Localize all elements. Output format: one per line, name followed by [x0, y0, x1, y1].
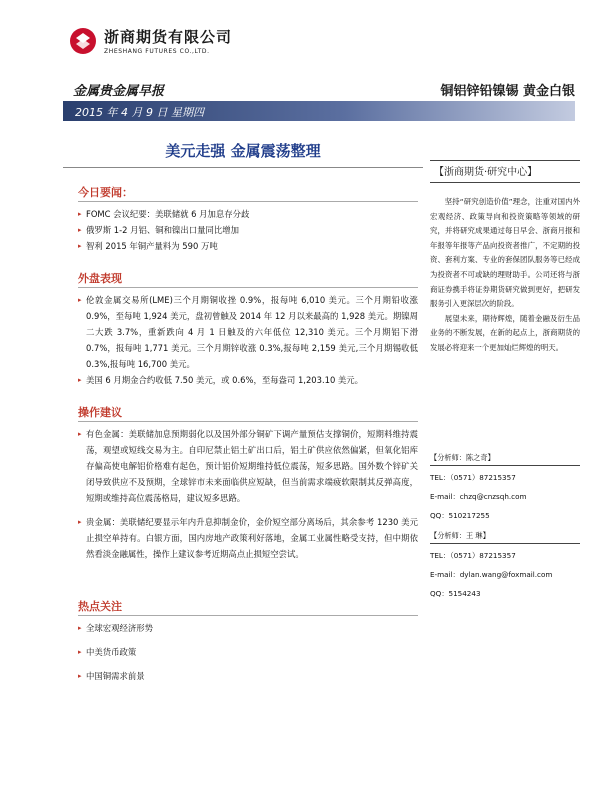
analyst-card: [430, 452, 580, 529]
analyst-tel: TEL：（0571）87215357: [430, 473, 516, 482]
report-date: 2015 年 4 月 9 日 星期四: [75, 106, 204, 119]
analyst-qq: QQ：510217255: [430, 511, 490, 520]
company-name-en: ZHESHANG FUTURES CO.,LTD.: [104, 48, 210, 55]
headline-divider: [63, 167, 423, 168]
list-item: ▸ 俄罗斯 1-2 月铝、铜和镍出口量同比增加: [78, 222, 418, 238]
sidebar: [430, 160, 580, 356]
analyst-tel: TEL：（0571）87215357: [430, 551, 516, 560]
report-sectors: 铜铝锌铅镍锡 黄金白银: [440, 84, 575, 99]
analyst-email: E-mail：dylan.wang@foxmail.com: [430, 570, 553, 579]
analyst-email: E-mail：chzq@cnzsqh.com: [430, 492, 527, 501]
list-item: ▸ 中国铜需求前景: [78, 668, 418, 684]
analyst-name: 【分析师：陈之奇】: [430, 452, 580, 466]
date-bar: [63, 101, 575, 121]
sidebar-title: 【浙商期货·研究中心】: [430, 160, 580, 183]
company-logo-icon: [68, 26, 98, 56]
list-item: ▸ 中美货币政策: [78, 644, 418, 660]
list-item: ▸ 美国 6 月期金合约收低 7.50 美元，或 0.6%，至每盎司 1,203.10 美元。: [78, 372, 418, 388]
list-item: ▸ 贵金属：美联储纪要显示年内升息抑制金价，金价短空部分离场后，其余参考 1230 美元止损空单持有。白银方面，国内房地产政策利好落地，金属工业属性略受支持，但中期依然看淡金融属性，操作上建议参考近期高点止损短空尝试。: [78, 514, 418, 562]
list-item: ▸ 智利 2015 年铜产量料为 590 万吨: [78, 238, 418, 254]
section-title-hot: 热点关注: [78, 600, 122, 613]
report-name: 金属贵金属早报: [73, 84, 165, 99]
analyst-qq: QQ：5154243: [430, 589, 481, 598]
list-item: ▸ 有色金属：美联储加息预期弱化以及国外部分铜矿下调产量预估支撑铜价，短期料维持震荡，观望或短线交易为主。自印尼禁止铝土矿出口后，铝土矿供应依然偏紧，但氧化铝库存偏高使电解铝价格难有起色，预计铝价短期维持低位震荡，短多思路。国外数个锌矿关闭导致供应不及预期，全球锌市未来面临供应短缺，但当前需求端疲软限制其反弹高度，短期或维持高位震荡格局，建议短多思路。: [78, 426, 418, 506]
sidebar-paragraph: 展望未来，期待辉煌，随着金融及衍生品业务的不断发展，在新的起点上，浙商期货的发展必将迎来一个更加灿烂辉煌的明天。: [430, 313, 580, 352]
sidebar-text: [430, 195, 580, 356]
list-item: ▸ FOMC 会议纪要：美联储就 6 月加息存分歧: [78, 206, 418, 222]
main-content: [78, 176, 418, 692]
page-header: [0, 0, 595, 72]
list-item: ▸ 全球宏观经济形势: [78, 620, 418, 636]
company-name-cn: 浙商期货有限公司: [104, 28, 233, 46]
report-title-row: [63, 78, 575, 100]
section-title-advice: 操作建议: [78, 406, 122, 419]
section-title-market: 外盘表现: [78, 272, 122, 285]
sidebar-paragraph: 坚持“研究创造价值”理念，注重对国内外宏观经济、政策导向和投资策略等领域的研究，并将研究成果通过每日早会、浙商月报和年报等年报等产品向投资者推广，不定期的投资、套利方案、专业的套保团队服务等已经成为投资者不可或缺的理财助手。公司还将与浙商证券携手将证券期货研究做到更好，把研发服务引入更深层次的阶段。: [430, 197, 580, 309]
section-title-today: 今日要闻：: [78, 186, 133, 199]
list-item: ▸ 伦敦金属交易所(LME)三个月期铜收挫 0.9%，报每吨 6,010 美元。三个月期铅收涨 0.9%，至每吨 1,924 美元，盘初曾触及 2014 年 12 月以来最高的 1,928 美元。期镍周二大跌 3.7%，重新跌向 4 月 1 日触及的六年低位 12,310 美元。三个月期铝下滑 0.7%，报每吨 1,771 美元。三个月期锌收涨 0.3%,报每吨 2,159 美元,三个月期锡收低 0.3%,报每吨 16,700 美元。: [78, 292, 418, 372]
analyst-name: 【分析师：王 琳】: [430, 530, 580, 544]
headline: 美元走强 金属震荡整理: [165, 142, 321, 160]
analyst-card: [430, 530, 580, 607]
